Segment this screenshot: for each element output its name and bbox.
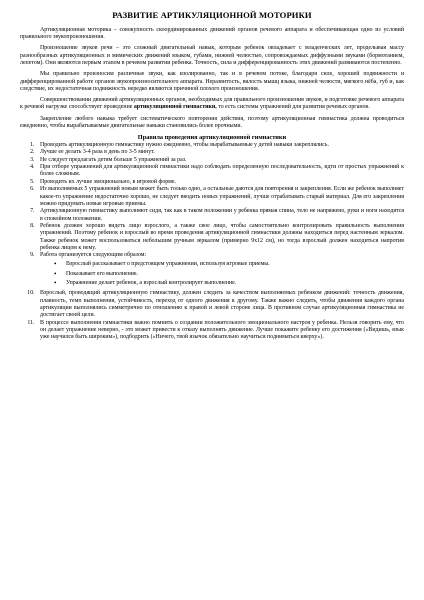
paragraph-repetition: Закрепление любого навыка требует систематического повторения действия, поэтому артикуляционная гимнастика должна проводиться ежедневно, чтобы вырабатываемые двигательные навыки становились более прочными. <box>20 115 404 129</box>
paragraph-gymnastics <box>20 97 404 112</box>
rules-list <box>20 142 404 342</box>
document-title: РАЗВИТИЕ АРТИКУЛЯЦИОННОЙ МОТОРИКИ <box>112 10 312 20</box>
rule-item: 10. Взрослый, проводящий артикуляционную гимнастику, должен следить за качеством выполняемых ребенком движений: точность движения, плавность, темп выполнения, устойчивость, переход от одного движения к другому. Также важно следить, чтобы движения каждого органа артикуляции выполнялись симметрично по отношению к правой и левой стороне лица. В противном случае артикуляционная гимнастика не достигает своей цели. <box>36 290 404 319</box>
paragraph-definition: Артикуляционная моторика – совокупность скоординированных движений органов речевого аппарата и обеспечивающая одно из условий правильного звукопроизношения. <box>20 27 404 41</box>
rule-item: 11. В процессе выполнения гимнастики важно помнить о создании положительного эмоционального настроя у ребенка. Нельзя говорить ему, что он делает упражнение неверно, - это может привести к отказу выполнять движение. Лучше покажите ребенку его достижения («Видишь, язык уже научился быть широким»), подбодрить («Ничего, твой язычок обязательно научиться подниматься кверху»). <box>36 320 404 342</box>
rule-item: 4. При отборе упражнений для артикуляционной гимнастики надо соблюдать определенную последовательность, идти от простых упражнений к более сложным. <box>36 164 404 179</box>
rules-heading: Правила проведения артикуляционной гимнастики <box>137 134 287 142</box>
rule-item-text: Работа организуется следующим образом: <box>40 252 147 259</box>
rule-subitem: • Взрослый рассказывает о предстоящем упражнении, используя игровые приемы. <box>66 261 404 268</box>
rule-item <box>36 252 404 288</box>
rule-sublist <box>40 261 404 288</box>
paragraph-sounds: Мы правильно произносим различные звуки, как изолированно, так и в речевом потоке, благодаря силе, хорошей подвижности и дифференцированной работе органов звукопроизносительного аппарата. Неразвитость, вялость мышц языка, нижней челюсти, мягкого нёба, губ и, как следствие, их недостаточная подвижность нередко являются причиной плохого произношения. <box>20 71 404 92</box>
rule-item: 6. Из выполняемых 5 упражнений новым может быть только одно, а остальные даются для повторения и закрепления. Если же ребенок выполняет какое-то упражнение недостаточно хорошо, не следует вводить новых упражнений, лучше отрабатывать старый материал. Для его закрепления можно придумать новые игровые приемы. <box>36 186 404 208</box>
rule-item: 1. Проводить артикуляционную гимнастику нужно ежедневно, чтобы вырабатываемые у детей навыки закреплялись. <box>36 142 404 149</box>
paragraph-gymnastics-bold: артикуляционной гимнастики, <box>133 104 217 111</box>
paragraph-gymnastics-text-2: то есть системы упражнений для развития речевых органов. <box>216 104 370 111</box>
rule-item: 5. Проводить их лучше эмоционально, в игровой форме. <box>36 179 404 186</box>
rule-subitem: • Упражнение делает ребенок, а взрослый контролирует выполнение. <box>66 280 404 287</box>
paragraph-pronunciation: Произношение звуков речи – это сложный двигательный навык, которым ребенок овладевает с младенческих лет, проделывая массу разнообразных артикуляционных и мимических движений языком, губами, нижней челюстью, сопровождаемых диффузными звуками (бормотанием, лепетом). Они являются первым этапом в речевом развитии ребенка. Точность, сила и дифференцированность этих движений развиваются постепенно. <box>20 45 404 67</box>
paragraph-gymnastics-text-1: Совершенствовании движений артикуляционных органов, необходимых для правильного произношения звуков, и подготовке речевого аппарата к речевой нагрузке способствует проведение <box>20 97 404 111</box>
rule-item: 8. Ребенок должен хорошо видеть лицо взрослого, а также свое лицо, чтобы самостоятельно контролировать правильность выполнения упражнений. Поэтому ребенок и взрослый во время проведения артикуляционной гимнастики должны находиться перед настенным зеркалом. Также ребенок может воспользоваться небольшим ручным зеркалом (примерно 9x12 см), но тогда взрослый должен находиться напротив ребенка лицом к нему. <box>36 223 404 252</box>
rule-item: 2. Лучше ее делать 3-4 раза в день по 3-5 минут. <box>36 149 404 156</box>
rule-subitem: • Показывает его выполнение. <box>66 271 404 278</box>
rule-item: 7. Артикуляционную гимнастику выполняют сидя, так как в таком положении у ребенка прямая спина, тело не напряжено, руки и ноги находятся в спокойном положении. <box>36 208 404 223</box>
rule-item: 3. Не следует предлагать детям больше 5 упражнений за раз. <box>36 157 404 164</box>
